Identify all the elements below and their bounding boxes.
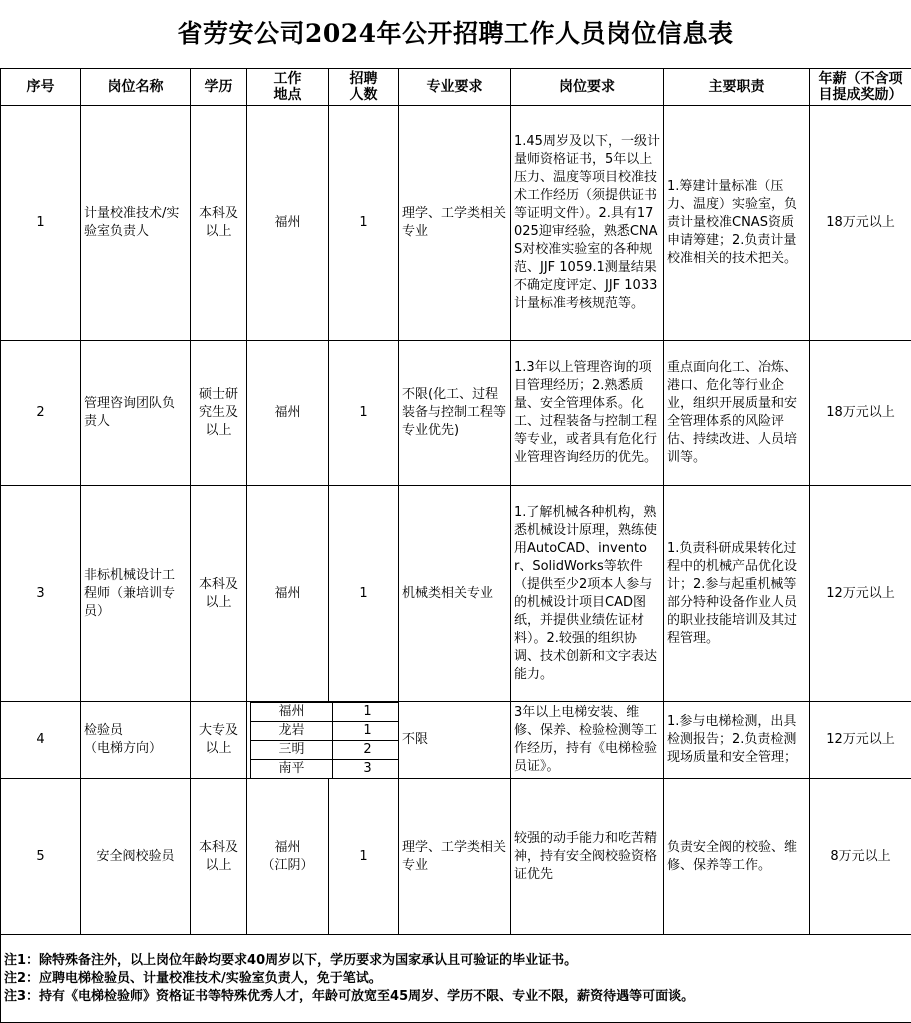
header-seq: 序号 <box>1 69 81 106</box>
row-requirements: 3年以上电梯安装、维修、保养、检验检测等工作经历，持有《电梯检验员证》。 <box>511 702 664 779</box>
header-education: 学历 <box>191 69 247 106</box>
location-subrow <box>251 741 399 760</box>
note-1: 注1：除特殊备注外，以上岗位年龄均要求40周岁以下，学历要求为国家承认且可验证的毕业证书。 <box>4 952 908 970</box>
row-position-line1: 检验员 <box>84 723 123 738</box>
positions-table <box>0 68 911 1023</box>
sub-count: 2 <box>333 741 399 760</box>
note-3: 注3：持有《电梯检验师》资格证书等特殊优秀人才，年龄可放宽至45周岁、学历不限、专业不限，薪资待遇等可面谈。 <box>4 988 908 1006</box>
header-count-line1: 招聘 <box>350 71 378 87</box>
row-education: 本科及以上 <box>191 779 247 935</box>
row-duties: 负责安全阀的校验、维修、保养等工作。 <box>664 779 810 935</box>
header-major: 专业要求 <box>399 69 511 106</box>
row-position: 计量校准技术/实验室负责人 <box>81 106 191 341</box>
header-location <box>247 69 329 106</box>
table-row <box>1 486 911 702</box>
header-position: 岗位名称 <box>81 69 191 106</box>
row-education: 本科及以上 <box>191 486 247 702</box>
row-education: 本科及以上 <box>191 106 247 341</box>
location-subtable <box>250 702 399 778</box>
row-duties: 1.筹建计量标准（压力、温度）实验室，负责计量校准CNAS资质申请筹建；2.负责计量校准相关的技术把关。 <box>664 106 810 341</box>
row-requirements: 1.45周岁及以下，一级计量师资格证书，5年以上压力、温度等项目校准技术工作经历（须提供证书等证明文件）。2.具有17025迎审经验，熟悉CNAS对校准实验室的各种规范、JJF 1059.1测量结果不确定度评定、JJF 1033计量标准考核规范等。 <box>511 106 664 341</box>
row-major: 理学、工学类相关专业 <box>399 106 511 341</box>
sub-count: 3 <box>333 760 399 779</box>
row-salary: 8万元以上 <box>810 779 911 935</box>
row-major: 理学、工学类相关专业 <box>399 779 511 935</box>
row-duties: 重点面向化工、冶炼、港口、危化等行业企业，组织开展质量和安全管理体系的风险评估、持续改进、人员培训等。 <box>664 341 810 486</box>
header-count <box>329 69 399 106</box>
row-count: 1 <box>329 341 399 486</box>
table-row <box>1 702 911 779</box>
row-seq: 5 <box>1 779 81 935</box>
notes-row <box>1 935 911 1023</box>
header-row <box>1 69 911 106</box>
row-requirements: 较强的动手能力和吃苦精神，持有安全阀校验资格证优先 <box>511 779 664 935</box>
row-count: 1 <box>329 106 399 341</box>
header-requirements: 岗位要求 <box>511 69 664 106</box>
sub-count: 1 <box>333 722 399 741</box>
row-location-breakdown <box>247 702 399 779</box>
row-position: 非标机械设计工程师（兼培训专员） <box>81 486 191 702</box>
page-title: 省劳安公司2024年公开招聘工作人员岗位信息表 <box>0 0 911 68</box>
location-subrow <box>251 703 399 722</box>
sub-location: 龙岩 <box>251 722 333 741</box>
row-duties: 1.参与电梯检测，出具检测报告；2.负责检测现场质量和安全管理； <box>664 702 810 779</box>
table-row <box>1 106 911 341</box>
row-seq: 4 <box>1 702 81 779</box>
row-location: 福州 <box>247 106 329 341</box>
sub-location: 南平 <box>251 760 333 779</box>
row-seq: 3 <box>1 486 81 702</box>
header-salary <box>810 69 911 106</box>
location-subrow <box>251 760 399 779</box>
header-location-line1: 工作 <box>274 71 302 87</box>
row-count: 1 <box>329 486 399 702</box>
location-subrow <box>251 722 399 741</box>
row-major: 不限 <box>399 702 511 779</box>
sub-location: 三明 <box>251 741 333 760</box>
row-location-line1: 福州 <box>274 840 300 855</box>
row-salary: 12万元以上 <box>810 486 911 702</box>
row-position: 管理咨询团队负责人 <box>81 341 191 486</box>
header-duties: 主要职责 <box>664 69 810 106</box>
row-requirements: 1.了解机械各种机构，熟悉机械设计原理，熟练使用AutoCAD、inventor、SolidWorks等软件（提供至少2项本人参与的机械设计项目CAD图纸，并提供业绩佐证材料）。2.较强的组织协调、技术创新和文字表达能力。 <box>511 486 664 702</box>
row-location-line2: （江阴） <box>261 858 313 873</box>
header-salary-line1: 年薪（不含项 <box>819 71 903 87</box>
row-location: 福州 <box>247 486 329 702</box>
sub-location: 福州 <box>251 703 333 722</box>
header-location-line2: 地点 <box>274 87 302 103</box>
row-requirements: 1.3年以上管理咨询的项目管理经历；2.熟悉质量、安全管理体系。化工、过程装备与控制工程等专业，或者具有危化行业管理咨询经历的优先。 <box>511 341 664 486</box>
row-location <box>247 779 329 935</box>
header-count-line2: 人数 <box>350 87 378 103</box>
notes-cell <box>1 935 911 1023</box>
row-count: 1 <box>329 779 399 935</box>
row-position <box>81 702 191 779</box>
row-salary: 12万元以上 <box>810 702 911 779</box>
row-duties: 1.负责科研成果转化过程中的机械产品优化设计；2.参与起重机械等部分特种设备作业人员的职业技能培训及其过程管理。 <box>664 486 810 702</box>
row-seq: 2 <box>1 341 81 486</box>
row-position: 安全阀校验员 <box>81 779 191 935</box>
row-education: 硕士研究生及以上 <box>191 341 247 486</box>
row-major: 不限(化工、过程装备与控制工程等专业优先) <box>399 341 511 486</box>
row-location: 福州 <box>247 341 329 486</box>
sub-count: 1 <box>333 703 399 722</box>
row-salary: 18万元以上 <box>810 341 911 486</box>
row-education: 大专及以上 <box>191 702 247 779</box>
row-salary: 18万元以上 <box>810 106 911 341</box>
header-salary-line2: 目提成奖励） <box>819 87 903 103</box>
row-major: 机械类相关专业 <box>399 486 511 702</box>
row-seq: 1 <box>1 106 81 341</box>
row-position-line2: （电梯方向） <box>84 741 162 756</box>
table-row <box>1 341 911 486</box>
note-2: 注2：应聘电梯检验员、计量校准技术/实验室负责人，免于笔试。 <box>4 970 908 988</box>
table-row <box>1 779 911 935</box>
